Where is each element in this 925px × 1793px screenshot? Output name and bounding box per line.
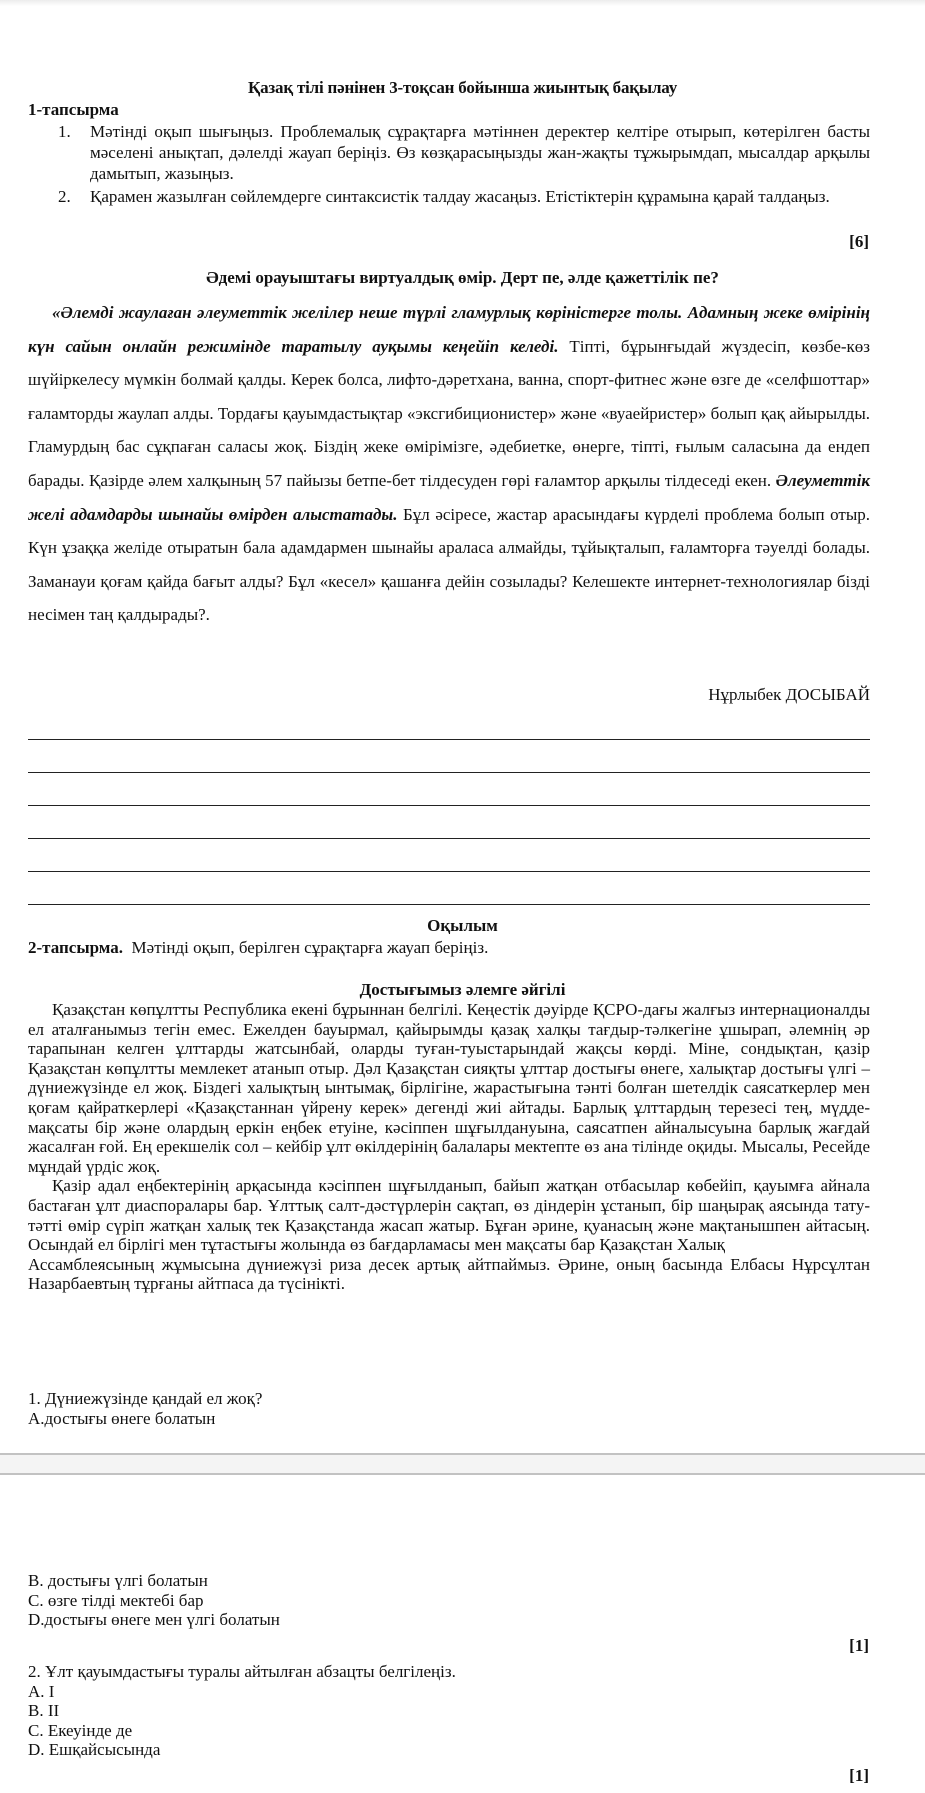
instruction-text: Мәтінді оқып шығыңыз. Проблемалық сұрақтарға мәтіннен деректер келтіре отырып, көтерілген басты мәселені анықтап, дәлелді жауап беріңіз. Өз көзқарасыңызды жан-жақты тұжырымдап, мысалдар арқылы дамытып, жазыңыз. [90, 122, 870, 183]
story-title: Достығымыз әлемге әйгілі [359, 980, 566, 999]
question-1-text: 1. Дүниежүзінде қандай ел жоқ? [28, 1389, 263, 1408]
question-1 [28, 1389, 262, 1428]
task1-instruction-1 [58, 121, 870, 184]
essay-bold-italic-sentence-1: «Әлемді жаулаған әлеуметтік желілер неше түрлі гламурлық көріністерге толы. Адамның жеке өмірінің күн сайын онлайн режимінде таратылу ауқымы кеңейіп келеді. [28, 303, 870, 356]
answer-line[interactable] [28, 738, 870, 740]
task2-instruction [28, 938, 488, 958]
question-1-option-b[interactable]: В. достығы үлгі болатын [28, 1571, 208, 1590]
question-2-option-d[interactable]: D. Ешқайсысында [28, 1740, 161, 1760]
reading-section-title: Оқылым [427, 916, 498, 935]
question-1-option-a[interactable]: А.достығы өнеге болатын [28, 1408, 216, 1428]
task1-label: 1-тапсырма [28, 100, 119, 119]
question-2-option-b[interactable]: В. ІІ [28, 1701, 60, 1721]
essay-text-2: Бұл әсіресе, жастар арасындағы күрделі проблема болып отыр. Күн ұзаққа желіде отыратын бала адамдармен шынайы араласа алмайды, тұйықталып, ғаламторға тәуелді болады. Заманауи қоғам қайда бағыт алды? Бұл «кесел» қашанға дейін созылады? Келешекте интернет-технологиялар бізді несімен таң қалдырады?. [28, 504, 871, 625]
task1-instruction-2 [58, 186, 870, 207]
answer-line[interactable] [28, 903, 870, 905]
question-1-score: [1] [849, 1636, 869, 1655]
story-paragraph-3: Ассамблеясының жұмысына дүниежүзі риза десек артық айтпаймыз. Әрине, оның басында Елбасы Нұрсұлтан Назарбаевтың тұрғаны айтпаса да түсінікті. [28, 1254, 870, 1294]
essay-body [28, 296, 870, 632]
task2-instruction-text: Мәтінді оқып, берілген сұрақтарға жауап беріңіз. [123, 938, 489, 957]
question-1-option-c[interactable]: С. өзге тілді мектебі бар [28, 1590, 204, 1610]
question-2-option-a[interactable]: А. І [28, 1681, 55, 1701]
story-paragraph-2: Қазір адал еңбектерінің арқасында кәсіппен шұғылданып, байып жатқан отбасылар көбейіп, қауымға айнала бастаған ұлт диаспоралары бар. Ұлттық салт-дәстүрлерін сақтап, өз діндерін ұстанып, бір шаңырақ аясында тату-тәтті өмір сүріп жатқан халық тек Қазақстанда жасап жатыр. Бұған әрине, қуанасың және мақтанышпен айтасың. Осындай ел бірлігі мен тұтастығы жолында өз бағдарламасы мен мақсаты бар Қазақстан Халық [28, 1176, 870, 1255]
question-1-options-continued [28, 1571, 280, 1630]
answer-line[interactable] [28, 771, 870, 773]
essay-text-1: Тіпті, бұрынғыдай жүздесіп, көзбе-көз шүйіркелесу мүмкін болмай қалды. Керек болса, лифто-дәретхана, ванна, спорт-фитнес және өзге де «селфшоттар» ғаламторды жаулап алды. Тордағы қауымдастықтар «эксгибиционистер» және «вуаейристер» болып қақ айырылды. Гламурдың бас сұқпаған саласы жоқ. Біздің жеке өмірімізге, әдебиетке, өнерге, тіпті, ғылым саласына да ендеп барады. Қазірде әлем халқының 57 пайызы бетпе-бет тілдесуден гөрі ғаламтор арқылы тілдеседі екен. [28, 336, 870, 490]
page-break-separator [0, 1453, 925, 1475]
answer-line[interactable] [28, 837, 870, 839]
task1-score: [6] [849, 232, 869, 251]
essay-bold-italic-sentence-2: Әлеуметтік желі адамдарды шынайы өмірден алыстатады. [28, 470, 870, 524]
instruction-text: Қарамен жазылған сөйлемдерге синтаксистік талдау жасаңыз. Етістіктерін құрамына қарай талдаңыз. [90, 187, 830, 206]
document-title: Қазақ тілі пәнінен 3-тоқсан бойынша жиынтық бақылау [247, 78, 678, 97]
question-2-score: [1] [849, 1766, 869, 1785]
question-2-option-c[interactable]: С. Екеуінде де [28, 1720, 133, 1740]
essay-title: Әдемі орауыштағы виртуалдық өмір. Дерт пе, әлде қажеттілік пе? [206, 268, 719, 287]
question-2 [28, 1662, 456, 1760]
answer-line[interactable] [28, 870, 870, 872]
question-2-text: 2. Ұлт қауымдастығы туралы айтылған абзацты белгілеңіз. [28, 1662, 456, 1681]
answer-line[interactable] [28, 804, 870, 806]
story-body [28, 1000, 870, 1294]
essay-author: Нұрлыбек ДОСЫБАЙ [708, 685, 870, 704]
answer-lines[interactable] [28, 738, 870, 936]
instruction-number: 1. [58, 122, 71, 141]
story-paragraph-1: Қазақстан көпұлтты Республика екені бұрыннан белгілі. Кеңестік дәуірде ҚСРО-дағы жалғыз интернационалды ел аталғанымыз тегін емес. Ежелден бауырмал, қайырымды қазақ халқы тағдыр-тәлкегіне ұшырап, әлемнің әр тарапынан келген ұлттарды жатсынбай, оларды туған-туыстарындай жақсы көрді. Міне, сондықтан, қазір Қазақстан көпұлтты мемлекет атанып отыр. Дәл Қазақстан сияқты ұлттар достығы өнеге, халықтар достығы үлгі – дүниежүзінде ел жоқ. Біздегі халықтың ынтымақ, бірлігіне, жарастығына тәнті болған шетелдік саясаткерлер мен қоғам қайраткерлері «Қазақстаннан үйрену керек» дегенді жиі айтады. Барлық ұлттардың терезесі тең, мүдде-мақсаты бір және олардың еркін еңбек етуіне, кәсіппен шұғылдануына, саясатпен айналысуына барлық жағдай жасалған ғой. Ең ерекшелік сол – кейбір ұлт өкілдерінің балалары мектепте өз ана тілінде оқиды. Мысалы, Ресейде мұндай үрдіс жоқ. [28, 1000, 870, 1176]
task2-label: 2-тапсырма. [28, 938, 124, 957]
instruction-number: 2. [58, 187, 71, 206]
question-1-option-d[interactable]: D.достығы өнеге мен үлгі болатын [28, 1610, 280, 1630]
